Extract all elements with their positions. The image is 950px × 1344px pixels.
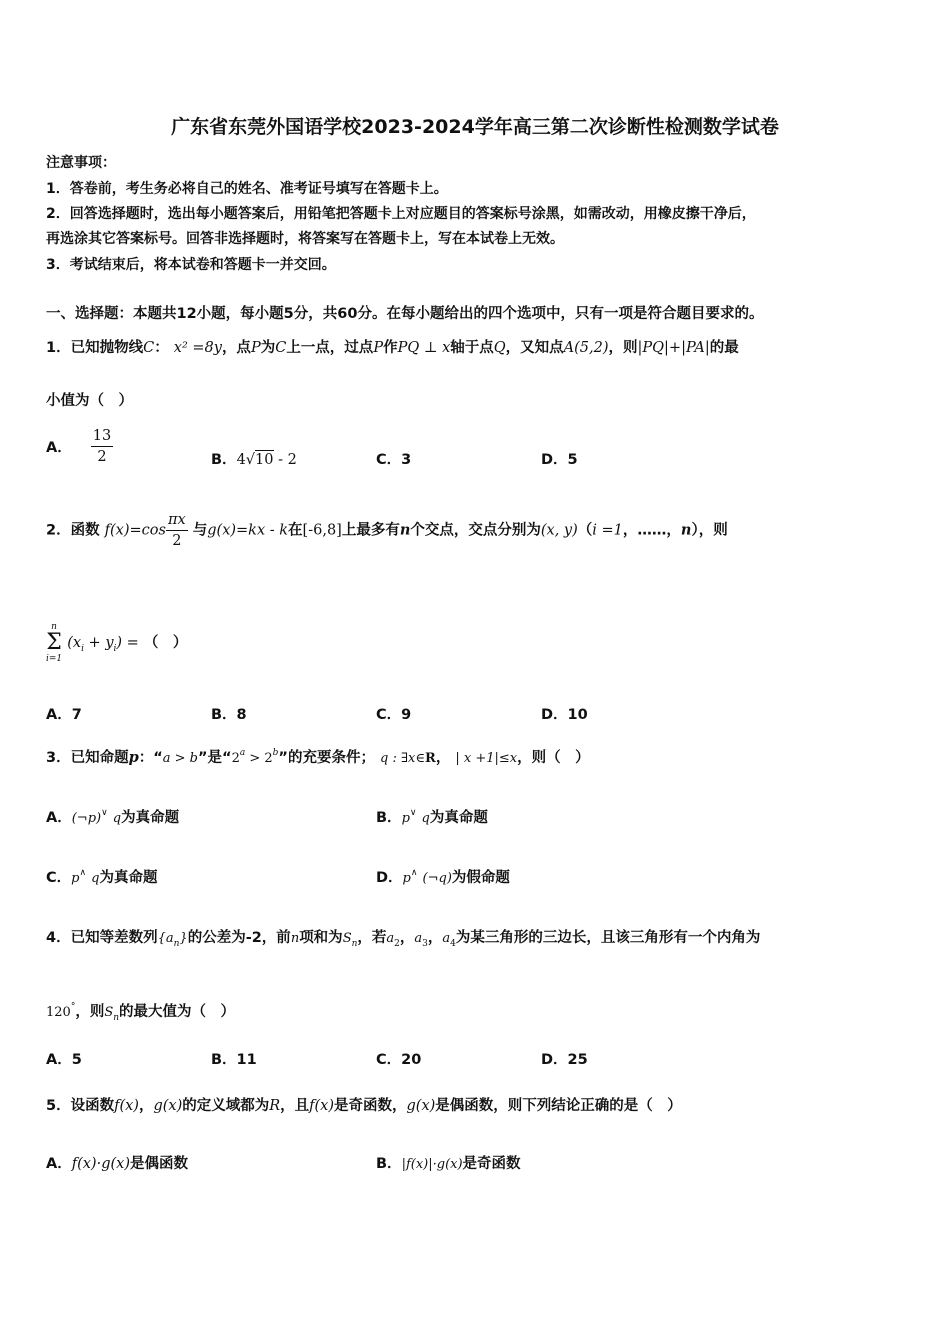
summation-symbol: n Σ i=1 <box>46 622 63 664</box>
q1-option-c: C．3 <box>376 452 412 468</box>
question-2-sum: n Σ i=1 $(x_i + y_i)$ = （ ） <box>46 622 188 664</box>
notice-item: 再选涂其它答案标号。回答非选择题时，将答案写在答题卡上，写在本试卷上无效。 <box>46 231 564 247</box>
q4-option-d: D．25 <box>541 1052 588 1068</box>
question-4-stem-cont: 120°，则$S_n$的最大值为（ ） <box>46 1002 236 1023</box>
notice-heading: 注意事项： <box>46 155 116 171</box>
q2-option-d: D．10 <box>541 707 588 723</box>
q3-option-a: A．(¬p)∨ q为真命题 <box>46 808 180 826</box>
section-heading: 一、选择题：本题共12小题，每小题5分，共60分。在每小题给出的四个选项中，只有一项是符合题目要求的。 <box>46 306 764 322</box>
question-1-stem-cont: 小值为（ ） <box>46 393 133 409</box>
page-title: 广东省东莞外国语学校2023-2024学年高三第二次诊断性检测数学试卷 <box>171 116 779 138</box>
question-2-stem: 2．函数 f(x)=cos $\frac{\pi x}{2}$ 与g(x)=kx - k在[-6,8]上最多有n个交点，交点分别为(x, y)（i =1，……，n），则 <box>46 512 728 549</box>
q3-option-d: D．p∧ (¬q)为假命题 <box>376 868 510 886</box>
q4-option-c: C．20 <box>376 1052 422 1068</box>
question-3-stem: 3．已知命题p：“a > b”是“$2^a > 2^b$”的充要条件； q : ∃x∈R， | x +1|≤x，则（ ） <box>46 748 590 766</box>
q5-option-a: A．f(x)·g(x)是偶函数 <box>46 1156 188 1172</box>
q2-option-b: B．8 <box>211 707 247 723</box>
question-5-stem: 5．设函数f(x)，g(x)的定义域都为R，且f(x)是奇函数，g(x)是偶函数，则下列结论正确的是（ ） <box>46 1098 682 1114</box>
q2-option-c: C．9 <box>376 707 412 723</box>
q5-option-b: B．|f(x)|·g(x)是奇函数 <box>376 1156 521 1172</box>
q2-option-a: A．7 <box>46 707 82 723</box>
fraction: $\frac{\pi x}{2}$ <box>167 512 186 549</box>
question-1-stem: 1．已知抛物线C： x² =8y，点P为C上一点，过点P作PQ ⊥ x轴于点Q，又知点A(5,2)，则|PQ|+|PA|的最 <box>46 340 739 356</box>
notice-item: 3．考试结束后，将本试卷和答题卡一并交回。 <box>46 257 336 273</box>
q1-option-d: D．5 <box>541 452 578 468</box>
question-4-stem: 4．已知等差数列$\{a_n\}$的公差为-2，前n项和为$S_n$，若$a_2$，$a_3$，$a_4$为某三角形的三边长，且该三角形有一个内角为 <box>46 930 761 949</box>
notice-item: 2．回答选择题时，选出每小题答案后，用铅笔把答题卡上对应题目的答案标号涂黑，如需改动，用橡皮擦干净后， <box>46 206 756 222</box>
q3-option-c: C．p∧ q为真命题 <box>46 868 158 886</box>
q1-option-a: A． $\frac{13}{2}$ <box>46 428 112 465</box>
q3-option-b: B．p∨ q为真命题 <box>376 808 488 826</box>
fraction: $\frac{13}{2}$ <box>92 428 112 465</box>
notice-item: 1．答卷前，考生务必将自己的姓名、准考证号填写在答题卡上。 <box>46 181 448 197</box>
q1-option-b: B．4√10 - 2 <box>211 452 297 468</box>
q4-option-b: B．11 <box>211 1052 257 1068</box>
q4-option-a: A．5 <box>46 1052 82 1068</box>
